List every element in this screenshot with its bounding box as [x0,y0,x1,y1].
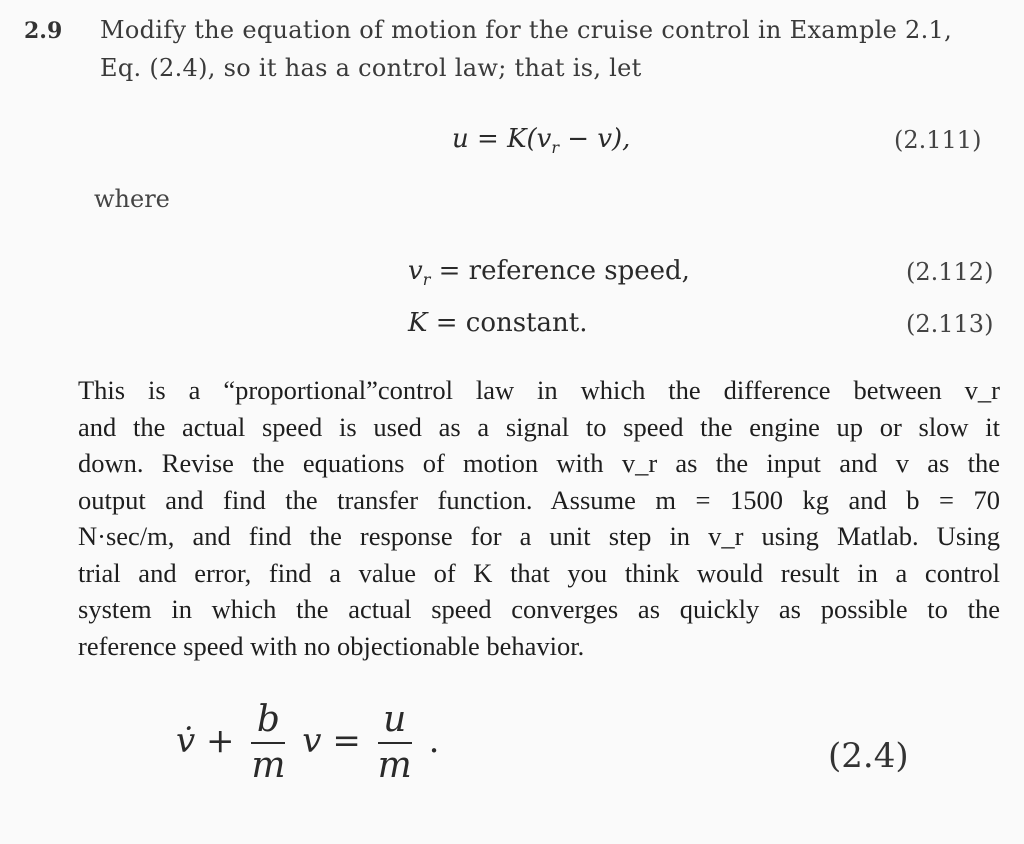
definition-text: = reference speed, [438,256,690,286]
eq24-period: . [428,721,440,761]
control-law-tail: − v), [559,124,631,154]
control-law-subscript: r [551,138,559,158]
eq24-v: v [302,721,322,761]
definition-symbol: v [408,256,423,286]
paragraph-line: system in which the actual speed converges as quickly as possible to the [78,594,1000,624]
equation-number-2-4: (2.4) [828,736,909,776]
equation-number-2-113: (2.113) [906,310,994,338]
paragraph-line: and the actual speed is used as a signal to speed the engine up or slow it [78,411,1000,442]
paragraph-line: This is a “proportional”control law in which the difference between v_r [78,375,1000,405]
equation-number-2-111: (2.111) [894,126,982,154]
control-law-rhs: K(v [507,124,552,154]
equation-2-4 [176,700,439,786]
definition-text: = constant. [435,308,588,338]
problem-intro-line-1: Modify the equation of motion for the cruise control in Example 2.1, [100,16,953,44]
eq24-frac1-numerator: b [256,699,280,740]
eq24-fraction-u-over-m [378,700,412,786]
definition-reference-speed [408,256,690,289]
eq24-frac2-bar [378,742,412,744]
where-label: where [94,185,170,213]
eq24-frac1-denominator: m [251,745,286,786]
equation-number-2-112: (2.112) [906,258,994,286]
control-law-equation: $u = K(v_r - v)$, [452,124,631,158]
eq24-frac1-bar [251,742,285,744]
eq24-fraction-b-over-m [251,700,285,786]
problem-paragraph [78,372,1000,664]
problem-number: 2.9 [24,18,63,44]
paragraph-line: down. Revise the equations of motion with v_r as the input and v as the [78,448,1000,478]
eq24-frac2-numerator: u [383,699,407,740]
control-law-lhs: u [452,124,469,154]
problem-intro-line-2: Eq. (2.4), so it has a control law; that is, let [100,54,642,82]
paragraph-line: output and find the transfer function. Assume m = 1500 kg and b = 70 [78,484,1000,515]
paragraph-line: reference speed with no objectionable behavior. [78,630,585,661]
paragraph-line: N·sec/m, and find the response for a unit step in v_r using Matlab. Using [78,521,1000,551]
definition-constant [408,308,587,338]
paragraph-line: trial and error, find a value of K that you think would result in a control [78,557,1000,588]
eq24-frac2-denominator: m [377,745,412,786]
eq24-vdot: v̇ [176,721,196,761]
eq24-plus: + [206,721,235,761]
definition-subscript: r [422,270,431,290]
eq24-equals: = [332,721,361,761]
definition-symbol: K [408,308,428,338]
